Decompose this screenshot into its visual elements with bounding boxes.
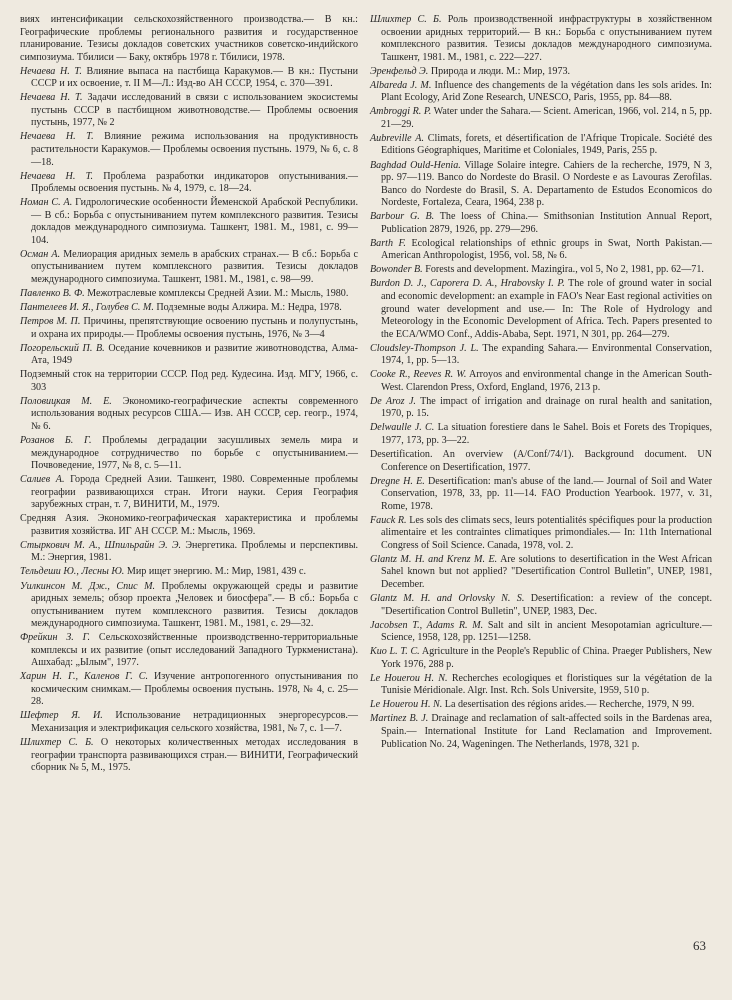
entry-author: Martinez B. J. xyxy=(370,713,429,725)
entry-text: La desertisation des régions arides.— Recherche, 1979, N 99. xyxy=(442,699,695,711)
entry-author: Стыркович М. А., Шпильрайн Э. Э. xyxy=(20,539,182,551)
entry-text: The loess of China.— Smithsonian Institution Annual Report, Publication 2879, 1926, pp. 279—296. xyxy=(381,211,712,235)
bibliography-entry xyxy=(370,422,712,447)
bibliography-entry xyxy=(370,713,712,751)
bibliography-entry xyxy=(370,476,712,514)
entry-author: Glantz M. H. and Orlovsky N. S. xyxy=(370,593,525,605)
entry-author: Эренфельд Э. xyxy=(370,65,429,77)
entry-author: Салиев А. xyxy=(20,474,65,486)
entry-text: Средняя Азия. Экономико-географическая характеристика и проблемы развития хозяйства. ИГ АН СССР. М.: Мысль, 1969. xyxy=(20,513,358,537)
entry-text: Проблемы деградации засушливых земель мира и международное сотрудничество по борьбе с опустыниванием.— Почвоведение, 1977, № 8, с. 5—11. xyxy=(31,435,358,472)
bibliography-entry xyxy=(370,593,712,618)
bibliography-entry xyxy=(370,106,712,131)
entry-text: Desertification. An overview (A/Conf/74/1). Background document. UN Conference on Desertification, 1977. xyxy=(370,449,712,473)
entry-author: Шлихтер С. Б. xyxy=(370,14,442,25)
entry-author: Петров М. П. xyxy=(20,316,81,328)
entry-author: Bowonder B. xyxy=(370,264,423,276)
entry-text: виях интенсификации сельскохозяйственного производства.— В кн.: Географические проблемы регионального развития и государственное планирование. Тезисы докладов советских участников советско-индийского симпозиума. Тбилиси — Баку, октябрь 1978 г. Тбилиси, 1978. xyxy=(20,14,358,63)
entry-text: Desertification: man's abuse of the land.— Journal of Soil and Water Conservation, 1978, 33, pp. 11—14. FAO Production Yearbook. 1977, v. 31, Rome, 1978. xyxy=(381,475,712,512)
bibliography-entry xyxy=(20,369,358,394)
entry-text: Recherches ecologiques et floristiques sur la végétation de la Tunisie Méridionale. Algr. Inst. Rch. Sols Universite, 1959, 510 p. xyxy=(381,672,712,697)
entry-author: Харин Н. Г., Каленов Г. С. xyxy=(20,671,149,683)
entry-author: Le Houerou H. N. xyxy=(370,699,443,711)
entry-text: Использование нетрадиционных энергоресурсов.— Механизация и электрификация сельского хозяйства, 1981, № 7, с. 1—7. xyxy=(31,710,358,735)
entry-text: Влияние выпаса на пастбища Каракумов.— В кн.: Пустыни СССР и их освоение, т. II М—Л.: Изд-во АН СССР, 1954, с. 370—391. xyxy=(31,65,358,90)
entry-text: The expanding Sahara.— Environmental Conservation, 1974, 1, pp. 5—13. xyxy=(381,342,713,367)
entry-author: Cloudsley-Thompson J. L. xyxy=(370,342,479,354)
bibliography-entry xyxy=(20,288,358,301)
entry-author: Нечаева Н. Т. xyxy=(20,65,82,77)
entry-text: Agriculture in the People's Republic of China. Praeger Publishers, New York 1976, 288 p. xyxy=(381,646,712,670)
entry-text: Влияние режима использования на продуктивность растительности Каракумов.— Проблемы освоения пустынь. 1979, № 6, с. 8—18. xyxy=(31,131,358,168)
entry-text: Climats, forets, et désertification de l'Afrique Tropicale. Société des Editions Géographiques, Maritime et Coloniales, 1949, Paris, 255 p. xyxy=(381,132,712,157)
bibliography-entry xyxy=(20,197,358,247)
bibliography-entry xyxy=(370,699,712,712)
entry-text: Village Solaire integre. Cahiers de la recherche, 1979, N 3, pp. 97—119. Banco do Nordeste do Brasil. O Nordeste e as Lavouras Zerofilas. Banco do Nordeste do Brasil, S. A. Departamento de Estudos Economicos do Nordeste, Fortaleza, Ceara, 1964, 238 p. xyxy=(381,159,712,209)
entry-author: Le Houerou H. N. xyxy=(370,672,448,684)
entry-author: Delwaulle J. C. xyxy=(370,422,435,434)
bibliography-entry xyxy=(370,673,712,698)
bibliography-entry xyxy=(370,646,712,671)
bibliography-entry xyxy=(370,264,712,277)
entry-text: Задачи исследований в связи с использованием экосистемы пустынь СССР в пастбищном животноводстве.— Проблемы освоения пустынь, 1977, № 2 xyxy=(31,92,358,129)
entry-text: Роль производственной инфраструктуры в хозяйственном освоении аридных территорий.— В кн.: Борьба с опустыниванием путем комплексного развития. Тезисы докладов международного симпозиума. Ташкент, 1981. М., 1981, с. 222—227. xyxy=(381,14,712,63)
entry-text: Forests and development. Mazingira., vol 5, No 2, 1981, pp. 62—71. xyxy=(422,264,704,276)
entry-text: Water under the Sahara.— Scient. American, 1966, vol. 214, n 5, pp. 21—29. xyxy=(381,106,712,130)
entry-text: Подземный сток на территории СССР. Под ред. Кудесина. Изд. МГУ, 1966, с. 303 xyxy=(20,369,358,393)
entry-text: Arroyos and environmental change in the American South-West. Clarendon Press, Oxford, England, 1976, 213 p. xyxy=(381,369,712,393)
entry-text: Причины, препятствующие освоению пустынь и полупустынь, и охрана их природы.— Проблемы освоения пустынь, 1976, № 3—4 xyxy=(31,316,358,340)
entry-text: Изучение антропогенного опустынивания по космическим снимкам.— Проблемы освоения пустынь. 1978, № 4, с. 25—28. xyxy=(31,671,358,708)
bibliography-entry xyxy=(20,396,358,434)
entry-author: Погорельский П. В. xyxy=(20,342,105,354)
entry-author: Ambroggi R. P. xyxy=(370,106,432,118)
entry-text: Подземные воды Алжира. М.: Недра, 1978. xyxy=(153,302,342,314)
bibliography-entry xyxy=(20,171,358,196)
entry-text: Мелиорация аридных земель в арабских странах.— В сб.: Борьба с опустыниванием путем комплексного развития. Тезисы докладов международного симпозиума. Ташкент, 1981. М., 1981, с. 98—99. xyxy=(31,248,358,285)
entry-text: Les sols des climats secs, leurs potentialités spécifiques pour la production alimentaire et les contraintes climatiques primondiales.— In: 11th International Congress of Soil Science. Canada, 1978, vol. 2. xyxy=(381,514,712,551)
bibliography-entry xyxy=(20,566,358,579)
bibliography-entry xyxy=(20,66,358,91)
entry-author: Нечаева Н. Т. xyxy=(20,131,94,143)
entry-text: Desertification: a review of the concept. "Desertification Control Bulletin", UNEP, 1983, Dec. xyxy=(381,593,712,617)
entry-text: Межотраслевые комплексы Средней Азии. М.: Мысль, 1980. xyxy=(84,287,349,299)
bibliography-entry xyxy=(20,249,358,287)
right-column xyxy=(370,14,712,753)
entry-author: Jacobsen T., Adams R. M. xyxy=(370,619,484,631)
bibliography-entry xyxy=(20,343,358,368)
bibliography-entry xyxy=(20,302,358,315)
bibliography-entry xyxy=(20,435,358,473)
bibliography-entry xyxy=(370,278,712,341)
entry-text: Salt and silt in ancient Mesopotamian agriculture.— Science, 1958, 128, pp. 1251—1258. xyxy=(381,619,712,644)
entry-author: Barbour G. B. xyxy=(370,211,435,223)
entry-text: Are solutions to desertification in the West African Sahel known but not applied? "Desertification Control Bulletin", UNEP, 1981, December. xyxy=(381,553,713,591)
entry-author: Albareda J. M. xyxy=(370,79,432,91)
entry-author: Уилкинсон М. Дж., Спис М. xyxy=(20,580,156,592)
left-column xyxy=(20,14,358,776)
bibliography-entry xyxy=(370,133,712,158)
entry-author: De Aroz J. xyxy=(370,395,416,407)
entry-author: Тельдеши Ю., Лесны Ю. xyxy=(20,566,125,578)
entry-author: Розанов Б. Г. xyxy=(20,435,92,446)
entry-text: Проблема разработки индикаторов опустынивания.— Проблемы освоения пустынь. № 4, 1979, с. 18—24. xyxy=(31,170,358,195)
bibliography-entry xyxy=(370,14,712,64)
entry-author: Kuo L. T. C. xyxy=(370,646,420,658)
entry-text: Проблемы окружающей среды и развитие аридных земель; обзор проекта „Человек и биосфера".— В сб.: Борьба с опустыниванием путем комплексного развития. Тезисы докладов международного симпозиума. Ташкент, 1981. М., 1981, с. 29—32. xyxy=(31,580,358,630)
page-number: 63 xyxy=(693,938,706,953)
bibliography-entry xyxy=(20,632,358,670)
bibliography-entry xyxy=(370,515,712,553)
bibliography-entry xyxy=(370,80,712,105)
bibliography-entry xyxy=(20,540,358,565)
entry-text: Influence des changements de la végétation dans les sols arides. In: Plant Ecology, Arid Zone Research, UNESCO, Paris, 1955, pp. 84—88. xyxy=(381,79,712,104)
entry-text: Энергетика. Проблемы и перспективы. М.: Энергия, 1981. xyxy=(31,539,359,564)
entry-author: Glantz M. H. and Krenz M. E. xyxy=(370,553,498,565)
bibliography-entry xyxy=(20,474,358,512)
entry-author: Номан С. А. xyxy=(20,197,73,209)
entry-text: Сельскохозяйственные производственно-территориальные комплексы и их развитие (опыт исследований Западного Туркменистана). Ашхабад: „Ылым", 1977. xyxy=(31,632,359,669)
bibliography-entry xyxy=(370,620,712,645)
entry-author: Шлихтер С. Б. xyxy=(20,737,94,749)
bibliography-entry xyxy=(20,581,358,631)
bibliography-entry xyxy=(370,449,712,474)
entry-text: Оседание кочевников и развитие животноводства, Алма-Ата, 1949 xyxy=(31,342,358,367)
entry-author: Фрейкин З. Г. xyxy=(20,632,91,644)
bibliography-entry xyxy=(370,343,712,368)
entry-text: Города Средней Азии. Ташкент, 1980. Современные проблемы географии развивающихся стран. Итоги науки. Серия География зарубежных стран, т. 7, ВИНИТИ, М., 1979. xyxy=(31,474,358,511)
entry-text: Drainage and reclamation of salt-affected soils in the Bardenas area, Spain.— International Institute for Land Reclamation and Improvement. Publication No. 24, Wageningen. The Netherlands, 1978, 321 p. xyxy=(381,713,712,750)
entry-text: Ecological relationships of ethnic groups in Swat, North Pakistan.— American Anthropologist, 1956, vol. 58, № 6. xyxy=(381,237,712,262)
bibliography-entry xyxy=(370,211,712,236)
entry-text: Мир ищет энергию. М.: Мир, 1981, 439 с. xyxy=(124,566,306,578)
entry-author: Пантелеев И. Я., Голубев С. М. xyxy=(20,302,154,314)
entry-author: Cooke R., Reeves R. W. xyxy=(370,369,467,381)
bibliography-entry xyxy=(370,554,712,592)
entry-text: Гидрологические особенности Йеменской Арабской Республики.— В сб.: Борьба с опустыниванием путем комплексного развития. Тезисы докладов международного симпозиума. Ташкент, 1981. М., 1981, с. 99—104. xyxy=(31,197,358,246)
entry-text: Экономико-географические аспекты современного использования водных ресурсов США.— Изв. АН СССР, сер. геогр., 1974, № 6. xyxy=(31,395,358,432)
bibliography-entry xyxy=(20,92,358,130)
entry-author: Fauck R. xyxy=(370,514,407,526)
entry-text: Природа и люди. М.: Мир, 1973. xyxy=(428,65,571,77)
bibliography-entry xyxy=(370,66,712,79)
entry-text: La situation forestiere dans le Sahel. Bois et Forets des Tropiques, 1977, 173, pp. 3—22. xyxy=(381,422,713,446)
entry-author: Нечаева Н. Т. xyxy=(20,92,83,104)
entry-author: Baghdad Ould-Henia. xyxy=(370,159,461,171)
entry-author: Dregne H. E. xyxy=(370,475,425,487)
entry-author: Шефтер Я. И. xyxy=(20,710,103,722)
bibliography-entry xyxy=(20,737,358,775)
entry-text: О некоторых количественных методах исследования в географии транспорта развивающихся стран.— ВИНИТИ, Географический сборник № 5, М., 1975. xyxy=(31,737,358,774)
bibliography-entry xyxy=(370,160,712,210)
entry-author: Осман А. xyxy=(20,248,61,260)
entry-text: The impact of irrigation and drainage on rural health and sanitation, 1970, p. 15. xyxy=(381,395,712,420)
entry-author: Нечаева Н. Т. xyxy=(20,170,94,182)
bibliography-entry xyxy=(20,316,358,341)
entry-text: The role of ground water in social and economic development: an example in FAO's Near East regional activities on ground water development and use.— In: The Role of Hydrology and Meteorology in the Economic Development of Africa. Tech. Papers presented to the ECA/WMO Conf., Addis-Ababa, Sept. 1971, N 301, pp. 264—279. xyxy=(381,278,712,340)
entry-author: Burdon D. J., Caporera D. A., Hrabovsky I. P. xyxy=(370,278,565,290)
bibliography-entry xyxy=(20,131,358,169)
bibliography-entry xyxy=(20,14,358,64)
bibliography-entry xyxy=(370,396,712,421)
bibliography-entry xyxy=(370,238,712,263)
entry-author: Aubreville A. xyxy=(370,132,424,144)
entry-author: Павленко В. Ф. xyxy=(20,287,85,299)
entry-author: Половицкая М. Е. xyxy=(20,395,112,407)
bibliography-entry xyxy=(20,710,358,735)
entry-author: Barth F. xyxy=(370,237,406,249)
bibliography-entry xyxy=(20,671,358,709)
bibliography-entry xyxy=(370,369,712,394)
bibliography-entry xyxy=(20,513,358,538)
